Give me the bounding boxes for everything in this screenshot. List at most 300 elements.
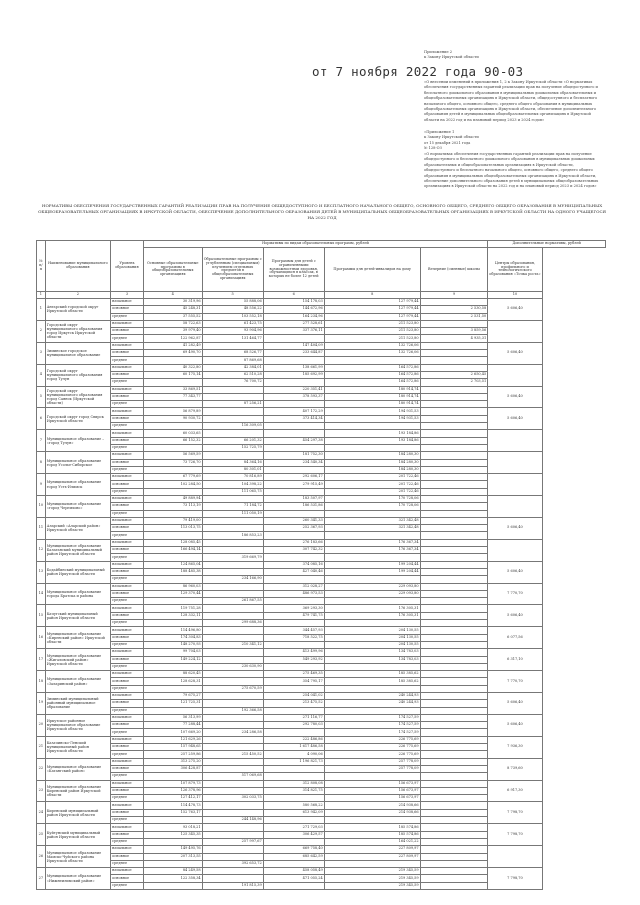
value-f: 201 722,46 (324, 474, 420, 481)
row-number: 20 (37, 714, 46, 736)
index-cell: 1 (37, 291, 46, 298)
value-b (202, 671, 263, 678)
value-c: 479 741,75 (263, 612, 324, 619)
value-f: 184 280,30 (324, 459, 420, 466)
value-a: 174 304,83 (143, 634, 202, 641)
value-b (202, 700, 263, 707)
value-g (420, 525, 488, 532)
value-g (420, 474, 488, 481)
education-level: начальное (111, 714, 144, 721)
value-f: 201 722,46 (324, 481, 420, 488)
value-c: 314 821,75 (263, 787, 324, 794)
table-row (37, 736, 606, 743)
education-level: основное (111, 393, 144, 400)
value-a: 77 343,77 (143, 393, 202, 400)
col-header-f: Программы для детей-инвалидов на дому (324, 248, 420, 292)
value-c: 454 297,38 (263, 437, 324, 444)
education-level: среднее (111, 751, 144, 758)
value-g (420, 656, 488, 663)
value-c: 185 692,99 (263, 371, 324, 378)
education-level: основное (111, 306, 144, 313)
table-row (37, 824, 606, 831)
municipality-name: Муниципальное образование – «город Тулун» (45, 430, 110, 452)
value-b (202, 846, 263, 853)
municipality-name: Муниципальное образование «Заларинский район» (45, 671, 110, 693)
value-c: 685 642,59 (263, 853, 324, 860)
value-b (202, 802, 263, 809)
value-a: 125 345,35 (143, 831, 202, 838)
value-a (143, 860, 202, 867)
value-a: 121 725,31 (143, 700, 202, 707)
education-level: основное (111, 875, 144, 882)
value-b: 230 630,90 (202, 663, 263, 670)
value-f: 193 184,86 (324, 437, 420, 444)
value-c: 277 528,61 (263, 320, 324, 327)
education-level: основное (111, 765, 144, 772)
value-a: 114 496,80 (143, 627, 202, 634)
value-c: 369 293,30 (263, 605, 324, 612)
education-level: среднее (111, 663, 144, 670)
value-a: 124 865,04 (143, 561, 202, 568)
value-f: 176 305,31 (324, 612, 420, 619)
value-c: 147 404,09 (263, 342, 324, 349)
education-level: среднее (111, 729, 144, 736)
value-g (420, 773, 488, 780)
value-g (420, 641, 488, 648)
row-number: 25 (37, 824, 46, 846)
value-c (263, 641, 324, 648)
row-number: 10 (37, 495, 46, 517)
value-h: 5 606,40 (488, 386, 543, 408)
row-number: 27 (37, 868, 46, 890)
row-number: 5 (37, 386, 46, 408)
value-f: 204 130,55 (324, 627, 420, 634)
education-level: начальное (111, 649, 144, 656)
appendix-1-line1: «Приложение 1 (424, 130, 455, 134)
value-a (143, 466, 202, 473)
table-row (37, 408, 606, 415)
education-level: начальное (111, 802, 144, 809)
value-c (263, 357, 324, 364)
value-c: 306 429,57 (263, 831, 324, 838)
value-f: 257 778,09 (324, 765, 420, 772)
education-level: среднее (111, 335, 144, 342)
value-a (143, 882, 202, 889)
row-number: 1 (37, 298, 46, 320)
value-a (143, 773, 202, 780)
index-cell: 10 (488, 291, 543, 298)
value-g (420, 568, 488, 575)
education-level: основное (111, 437, 144, 444)
value-f (324, 532, 420, 539)
value-g (420, 860, 488, 867)
value-g (420, 590, 488, 597)
value-c (263, 488, 324, 495)
value-g (420, 685, 488, 692)
value-g (420, 481, 488, 488)
value-f: 201 722,46 (324, 488, 420, 495)
value-a: 166 494,14 (143, 547, 202, 554)
value-c: 154 178,03 (263, 298, 324, 305)
education-level: начальное (111, 671, 144, 678)
municipality-name: Муниципальное образование «Киренский район» Иркутской области (45, 627, 110, 649)
value-g (420, 663, 488, 670)
value-g (420, 809, 488, 816)
value-g (420, 612, 488, 619)
value-g (420, 488, 488, 495)
value-b: 210 341,12 (202, 641, 263, 648)
value-c: 183 507,97 (263, 495, 324, 502)
value-a: 77 288,44 (143, 722, 202, 729)
index-cell: 9 (420, 291, 488, 298)
table-row (37, 539, 606, 546)
municipality-name: Муниципальное образование город Усолье-Сибирское (45, 452, 110, 474)
value-h: 5 606,40 (488, 605, 543, 627)
value-g: 3 859,56 (420, 328, 488, 335)
value-g (420, 408, 488, 415)
education-level: среднее (111, 510, 144, 517)
value-g (420, 452, 488, 459)
value-g (420, 765, 488, 772)
municipality-name: Ангарский городской округ Иркутской области (45, 298, 110, 320)
value-g (420, 824, 488, 831)
education-level: основное (111, 678, 144, 685)
value-h: 5 606,40 (488, 693, 543, 715)
value-f: 180 914,74 (324, 401, 420, 408)
table-row (37, 868, 606, 875)
value-g (420, 795, 488, 802)
index-cell: 8 (324, 291, 420, 298)
value-c (263, 773, 324, 780)
value-g (420, 838, 488, 845)
education-level: начальное (111, 758, 144, 765)
value-a: 306 428,87 (143, 765, 202, 772)
value-b: 215 450,52 (202, 751, 263, 758)
value-b: 257 997,67 (202, 838, 263, 845)
appendix-2-line1: Приложение 2 (424, 50, 453, 54)
value-b: 93 904,96 (202, 328, 263, 335)
education-level: начальное (111, 342, 144, 349)
value-a (143, 685, 202, 692)
value-g (420, 620, 488, 627)
value-f (324, 773, 420, 780)
value-a (143, 510, 202, 517)
table-row (37, 802, 606, 809)
value-b: 131 464,77 (202, 335, 263, 342)
education-level: основное (111, 371, 144, 378)
education-level: среднее (111, 313, 144, 320)
value-f (324, 576, 420, 583)
table-row (37, 627, 606, 634)
value-c: 458 058,49 (263, 868, 324, 875)
value-f (324, 707, 420, 714)
value-f: 170 728,06 (324, 503, 420, 510)
value-b (202, 765, 263, 772)
value-f: 127 979,44 (324, 306, 420, 313)
value-h: 8 739,60 (488, 758, 543, 780)
value-f: 227 809,97 (324, 853, 420, 860)
group-header-additional: Дополнительные нормативы, рублей (488, 241, 606, 248)
education-level: среднее (111, 576, 144, 583)
group-header-programs: Нормативы по видам образовательных программ, рублей (143, 241, 487, 248)
value-a (143, 401, 202, 408)
value-a (143, 838, 202, 845)
value-b (202, 517, 263, 524)
value-f: 127 979,44 (324, 313, 420, 320)
municipality-name: Муниципальное образование город Усть-Илимск (45, 474, 110, 496)
value-g (420, 722, 488, 729)
value-c: 222 486,86 (263, 736, 324, 743)
value-a: 90 930,72 (143, 415, 202, 422)
value-a: 79 419,00 (143, 517, 202, 524)
value-a: 107 669,20 (143, 729, 202, 736)
value-f: 134 783,03 (324, 649, 420, 656)
value-g (420, 678, 488, 685)
value-b: 319 669,79 (202, 554, 263, 561)
col-header-level: Уровень образования (111, 241, 144, 292)
value-f: 193 184,86 (324, 430, 420, 437)
value-a: 88 620,45 (143, 671, 202, 678)
value-c: 4 090,06 (263, 751, 324, 758)
row-number: 15 (37, 605, 46, 627)
value-a: 45 248,31 (143, 306, 202, 313)
value-c (263, 882, 324, 889)
municipality-name: Куйтунский муниципальный район Иркутской области (45, 824, 110, 846)
row-number: 18 (37, 671, 46, 693)
value-a (143, 488, 202, 495)
value-h (488, 452, 543, 474)
municipality-name: Муниципальное образование Мамско-Чуйского района Иркутской области (45, 846, 110, 868)
value-c: 271 116,77 (263, 714, 324, 721)
value-g (420, 364, 488, 371)
value-b: 299 688,36 (202, 620, 263, 627)
education-level: среднее (111, 620, 144, 627)
value-h: 5 606,40 (488, 298, 543, 320)
value-b: 116 309,05 (202, 423, 263, 430)
education-level: среднее (111, 685, 144, 692)
value-g (420, 415, 488, 422)
value-f (324, 663, 420, 670)
municipality-name: Городской округ муниципального образования город Саянск (Иркутской области) (45, 386, 110, 408)
municipality-name: Качугский муниципальный район Иркутской области (45, 605, 110, 627)
value-c: 292 606,17 (263, 474, 324, 481)
value-c (263, 765, 324, 772)
municipality-name: Муниципальное образование Киренский район Иркутской области (45, 780, 110, 802)
document-title: НОРМАТИВЫ ОБЕСПЕЧЕНИЯ ГОСУДАРСТВЕННЫХ ГАРАНТИЙ РЕАЛИЗАЦИИ ПРАВ НА ПОЛУЧЕНИЕ ОБЩЕДОСТУПНОГО И БЕСПЛАТНОГО НАЧАЛЬНОГО ОБЩЕГО, ОСНОВНОГО ОБЩЕГО, СРЕДНЕГО ОБЩЕГО ОБРАЗОВАНИЯ В МУНИЦИПАЛЬНЫХ ОБЩЕОБРАЗОВАТЕЛЬНЫХ ОРГАНИЗАЦИЯХ В ИРКУТСКОЙ ОБЛАСТИ, ОБЕСПЕЧЕНИЕ ДОПОЛНИТЕЛЬНОГО ОБРАЗОВАНИЯ ДЕТЕЙ В МУНИЦИПАЛЬНЫХ ОБЩЕОБРАЗОВАТЕЛЬНЫХ ОРГАНИЗАЦИЯХ В ИРКУТСКОЙ ОБЛАСТИ НА ОДНОГО УЧАЩЕГОСЯ НА 2022 ГОД (38, 203, 606, 220)
value-h: 6 077,56 (488, 627, 543, 649)
education-level: основное (111, 568, 144, 575)
appendix-1-line2: к Закону Иркутской области (424, 135, 479, 140)
value-a: 69 490,70 (143, 350, 202, 357)
value-b (202, 853, 263, 860)
value-f: 214 938,66 (324, 809, 420, 816)
table-row (37, 364, 606, 371)
value-a (143, 817, 202, 824)
value-f: 211 523,80 (324, 320, 420, 327)
value-b (202, 386, 263, 393)
table-body (37, 298, 606, 889)
value-c (263, 598, 324, 605)
value-b (202, 568, 263, 575)
value-c: 213 475,52 (263, 700, 324, 707)
value-f (324, 554, 420, 561)
value-a: 60 033,65 (143, 430, 202, 437)
table-row (37, 474, 606, 481)
value-b (202, 678, 263, 685)
education-level: основное (111, 547, 144, 554)
table-row (37, 605, 606, 612)
value-f (324, 598, 420, 605)
value-h (488, 539, 543, 561)
value-g (420, 707, 488, 714)
education-level: начальное (111, 517, 144, 524)
value-g: 2 650,45 (420, 371, 488, 378)
education-level: начальное (111, 605, 144, 612)
value-b (202, 868, 263, 875)
value-c: 292 780,03 (263, 722, 324, 729)
value-a (143, 532, 202, 539)
value-f: 170 728,06 (324, 495, 420, 502)
value-g (420, 817, 488, 824)
value-g (420, 583, 488, 590)
value-f: 226 775,69 (324, 736, 420, 743)
table-row (37, 298, 606, 305)
value-a (143, 423, 202, 430)
value-b: 84 364,16 (202, 459, 263, 466)
value-b (202, 809, 263, 816)
value-c (263, 685, 324, 692)
value-b (202, 758, 263, 765)
col-header-no: № п/п (37, 241, 46, 292)
col-header-g: Вечерние (сменные) школы (420, 248, 488, 292)
education-level: среднее (111, 423, 144, 430)
value-f: 194 931,53 (324, 415, 420, 422)
col-header-h: Центры образования, профильного и технологического образования «Точка роста» (488, 248, 543, 292)
value-c (263, 576, 324, 583)
value-f: 176 367,34 (324, 539, 420, 546)
value-f (324, 423, 420, 430)
value-a: 56 313,99 (143, 714, 202, 721)
value-g (420, 495, 488, 502)
municipality-name: Муниципальное образование «Жигаловский район» Иркутской области (45, 649, 110, 671)
value-b (202, 525, 263, 532)
table-row (37, 430, 606, 437)
value-b (202, 722, 263, 729)
value-b: 48 556,22 (202, 306, 263, 313)
education-level: основное (111, 481, 144, 488)
value-f: 211 523,80 (324, 328, 420, 335)
value-a (143, 379, 202, 386)
value-a: 73 113,19 (143, 503, 202, 510)
value-f: 229 093,80 (324, 583, 420, 590)
value-a (143, 598, 202, 605)
value-c: 718 522,75 (263, 634, 324, 641)
value-a: 148 270,93 (143, 641, 202, 648)
value-h (488, 495, 543, 517)
value-g (420, 671, 488, 678)
value-b (202, 736, 263, 743)
value-g (420, 693, 488, 700)
value-g (420, 298, 488, 305)
value-g (420, 517, 488, 524)
row-number: 6 (37, 408, 46, 430)
value-h: 7 798,70 (488, 824, 543, 846)
table-row (37, 780, 606, 787)
row-number: 8 (37, 452, 46, 474)
value-f: 199 204,44 (324, 561, 420, 568)
value-a: 67 779,69 (143, 474, 202, 481)
value-a: 37 555,52 (143, 313, 202, 320)
table-row (37, 495, 606, 502)
value-g (420, 320, 488, 327)
value-f: 185 574,86 (324, 831, 420, 838)
value-b (202, 408, 263, 415)
row-number: 21 (37, 736, 46, 758)
index-cell: 5 (202, 291, 263, 298)
value-a: 119 751,28 (143, 605, 202, 612)
value-c: 252 367,93 (263, 525, 324, 532)
value-h: 7 936,30 (488, 736, 543, 758)
value-a (143, 576, 202, 583)
value-c: 374 085,16 (263, 561, 324, 568)
value-c: 1 196 821,73 (263, 758, 324, 765)
row-number: 9 (37, 474, 46, 496)
value-a: 128 628,31 (143, 678, 202, 685)
education-level: среднее (111, 838, 144, 845)
education-level: начальное (111, 583, 144, 590)
value-g (420, 437, 488, 444)
education-level: среднее (111, 401, 144, 408)
value-h: 5 606,40 (488, 408, 543, 430)
education-level: основное (111, 350, 144, 357)
value-g (420, 423, 488, 430)
value-b (202, 452, 263, 459)
municipality-name: Муниципальное образование «город Черемхово» (45, 495, 110, 517)
value-b (202, 780, 263, 787)
value-h: 7 770,70 (488, 583, 543, 605)
education-level: начальное (111, 474, 144, 481)
value-f: 257 778,09 (324, 758, 420, 765)
value-c: 307 742,32 (263, 547, 324, 554)
value-f: 164 572,86 (324, 364, 420, 371)
table-row (37, 320, 606, 327)
value-c: 276 183,66 (263, 539, 324, 546)
value-c: 164 234,96 (263, 313, 324, 320)
value-c: 234 540,34 (263, 459, 324, 466)
col-header-c: Программы для детей с ограниченными возможностями здоровья, обучающихся в классах, в которых не более 12 детей (263, 248, 324, 292)
value-c: 337 376,11 (263, 328, 324, 335)
value-g (420, 853, 488, 860)
value-f: 321 342,48 (324, 525, 420, 532)
municipality-name: Муниципальное образование города Братска и района (45, 583, 110, 605)
value-c: 471 055,24 (263, 875, 324, 882)
value-h: 6 917,30 (488, 780, 543, 802)
municipality-name: Городской округ город Свирск Иркутской области (45, 408, 110, 430)
value-f: 127 979,44 (324, 298, 420, 305)
value-g (420, 547, 488, 554)
value-g (420, 751, 488, 758)
education-level: среднее (111, 598, 144, 605)
value-b (202, 787, 263, 794)
value-g (420, 576, 488, 583)
value-b: 302 033,75 (202, 795, 263, 802)
value-g (420, 787, 488, 794)
municipality-name: Бодайбинский муниципальный район Иркутской области (45, 561, 110, 583)
value-g (420, 649, 488, 656)
value-b (202, 495, 263, 502)
municipality-name: Муниципальное образование Балаганский муниципальный район Иркутской области (45, 539, 110, 561)
col-header-name: Наименование муниципального образования (45, 241, 110, 292)
